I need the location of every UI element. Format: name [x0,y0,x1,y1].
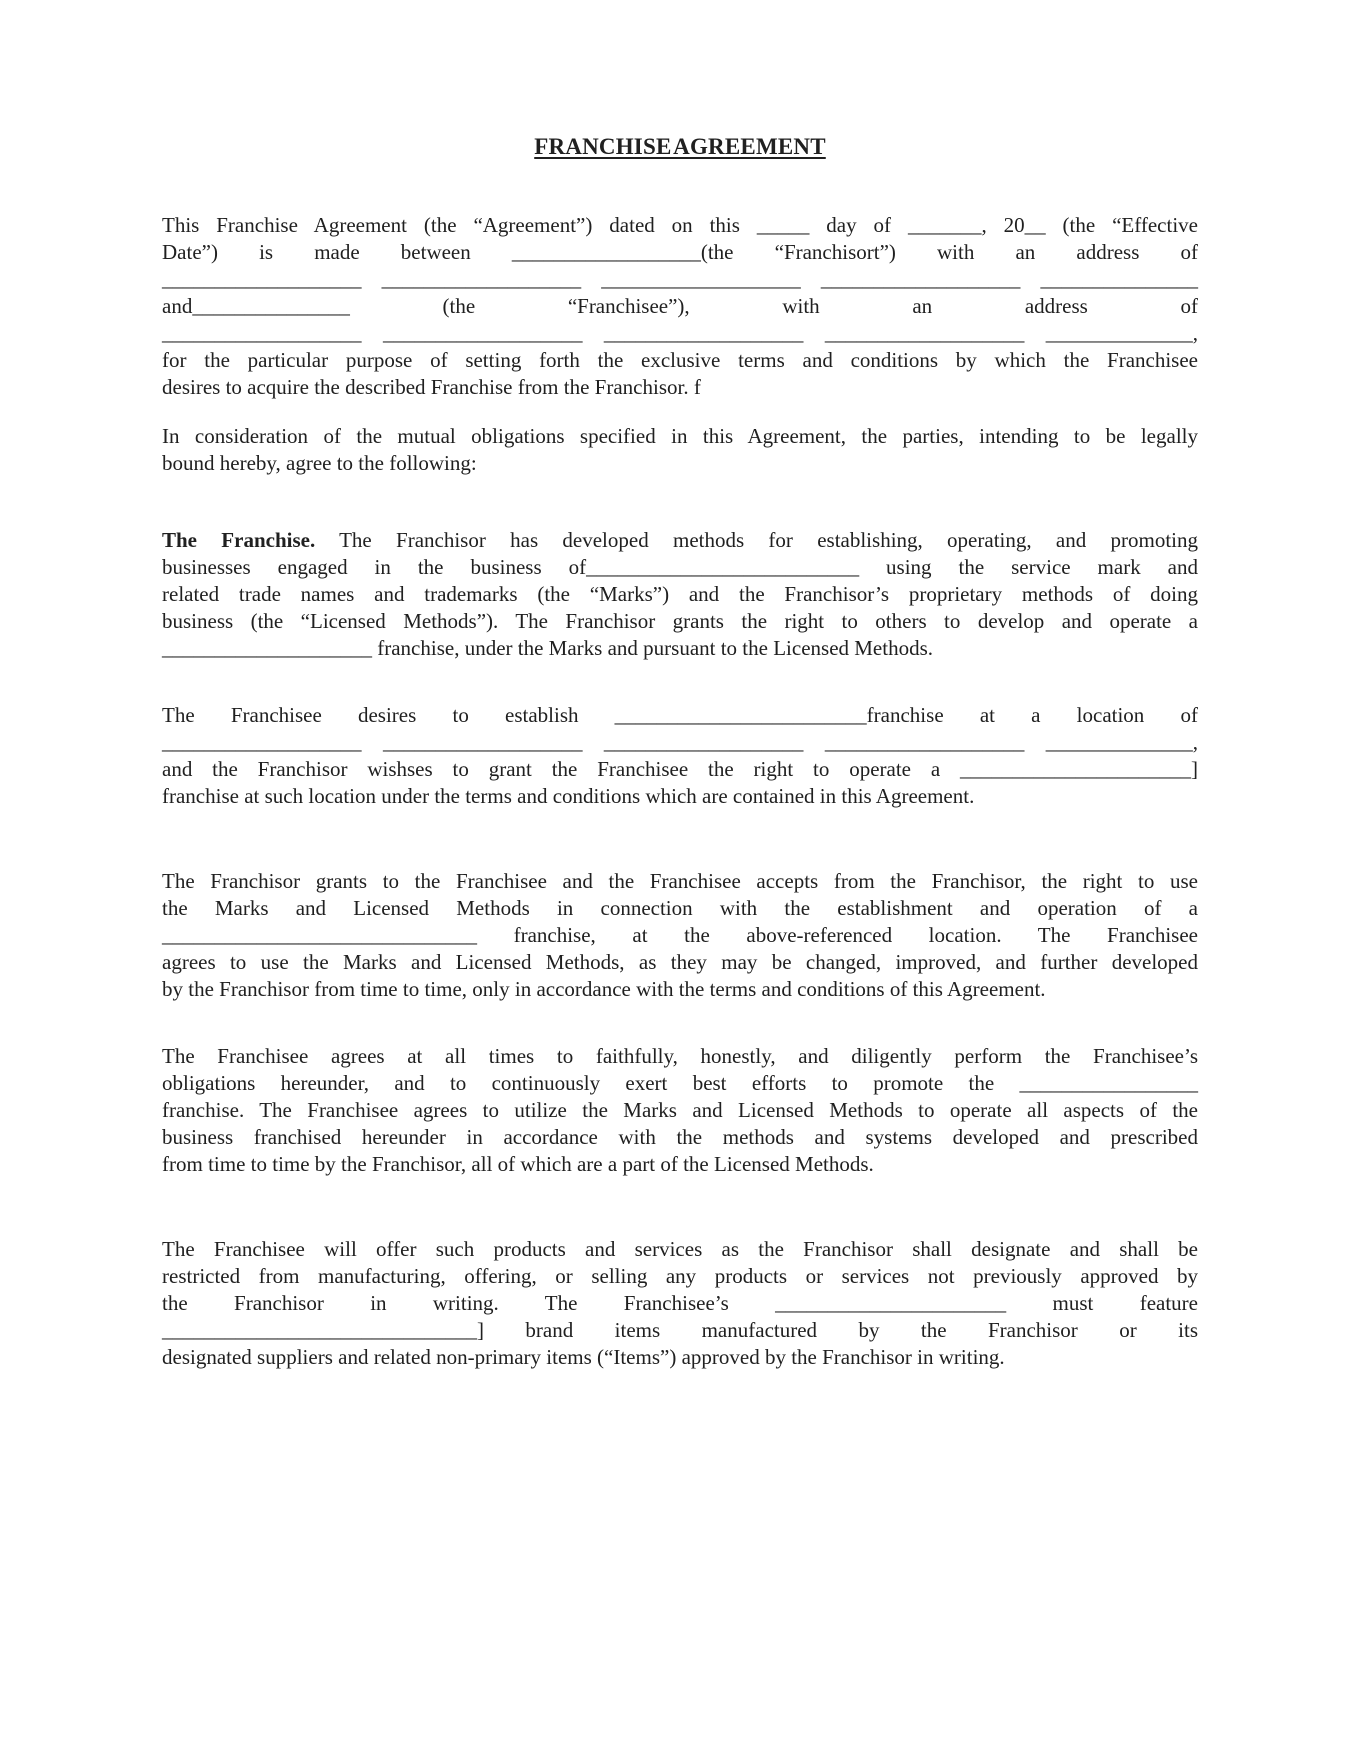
blank-fill-line: ___________________ ___________________ ___________________ ___________________ ______________, [162,321,1198,345]
text-line: and the Franchisor wishses to grant the Franchisee the right to operate a ______________________] [162,757,1198,781]
text-line: business franchised hereunder in accordance with the methods and systems developed and prescribed [162,1125,1198,1149]
text-line: business (the “Licensed Methods”). The Franchisor grants the right to others to develop and operate a [162,609,1198,633]
text-line: ______________________________ franchise, at the above-referenced location. The Franchisee [162,923,1198,947]
text-line: ____________________ franchise, under the Marks and pursuant to the Licensed Methods. [162,636,934,660]
paragraph [162,423,1198,477]
text-line: Date”) is made between __________________(the “Franchisort”) with an address of [162,240,1198,264]
text-line: The Franchise. The Franchisor has developed methods for establishing, operating, and promoting [162,528,1198,552]
paragraph [162,527,1198,662]
text-line: from time to time by the Franchisor, all of which are a part of the Licensed Methods. [162,1152,874,1176]
paragraph [162,702,1198,810]
paragraph [162,1043,1198,1178]
document-body [162,212,1198,1371]
text-line: The Franchisee will offer such products and services as the Franchisor shall designate and shall be [162,1237,1198,1261]
paragraph [162,212,1198,401]
text-line: The Franchisee desires to establish ________________________franchise at a location of [162,703,1198,727]
text-line: agrees to use the Marks and Licensed Methods, as they may be changed, improved, and further developed [162,950,1198,974]
text-line: the Franchisor in writing. The Franchisee’s ______________________ must feature [162,1291,1198,1315]
blank-fill-line: ___________________ ___________________ ___________________ ___________________ ______________, [162,730,1198,754]
text-line: In consideration of the mutual obligations specified in this Agreement, the parties, intending to be legally [162,424,1198,448]
paragraph [162,868,1198,1003]
text-line: bound hereby, agree to the following: [162,451,477,475]
bold-lead-in: The Franchise. [162,528,316,552]
document-title: FRANCHISE AGREEMENT [534,134,826,159]
text-line: The Franchisee agrees at all times to faithfully, honestly, and diligently perform the Franchisee’s [162,1044,1198,1068]
text-line: desires to acquire the described Franchise from the Franchisor. f [162,375,701,399]
text-line: This Franchise Agreement (the “Agreement”) dated on this _____ day of _______, 20__ (the “Effective [162,213,1198,237]
text-line: The Franchisor grants to the Franchisee and the Franchisee accepts from the Franchisor, the right to use [162,869,1198,893]
text-line: franchise. The Franchisee agrees to utilize the Marks and Licensed Methods to operate all aspects of the [162,1098,1198,1122]
text-line: franchise at such location under the terms and conditions which are contained in this Agreement. [162,784,975,808]
blank-fill-line: ___________________ ___________________ ___________________ ___________________ _______________ [162,267,1198,291]
text-line: by the Franchisor from time to time, only in accordance with the terms and conditions of this Agreement. [162,977,1046,1001]
text-line: obligations hereunder, and to continuously exert best efforts to promote the _________________ [162,1071,1198,1095]
text-line: for the particular purpose of setting forth the exclusive terms and conditions by which the Franchisee [162,348,1198,372]
text-line: related trade names and trademarks (the “Marks”) and the Franchisor’s proprietary methods of doing [162,582,1198,606]
text-line: ______________________________] brand items manufactured by the Franchisor or its [162,1318,1198,1342]
text-line: and_______________ (the “Franchisee”), with an address of [162,294,1198,318]
text-line: restricted from manufacturing, offering, or selling any products or services not previously approved by [162,1264,1198,1288]
text-line: designated suppliers and related non-primary items (“Items”) approved by the Franchisor in writing. [162,1345,1005,1369]
text-line: the Marks and Licensed Methods in connection with the establishment and operation of a [162,896,1198,920]
paragraph [162,1236,1198,1371]
text-line: businesses engaged in the business of__________________________ using the service mark and [162,555,1198,579]
